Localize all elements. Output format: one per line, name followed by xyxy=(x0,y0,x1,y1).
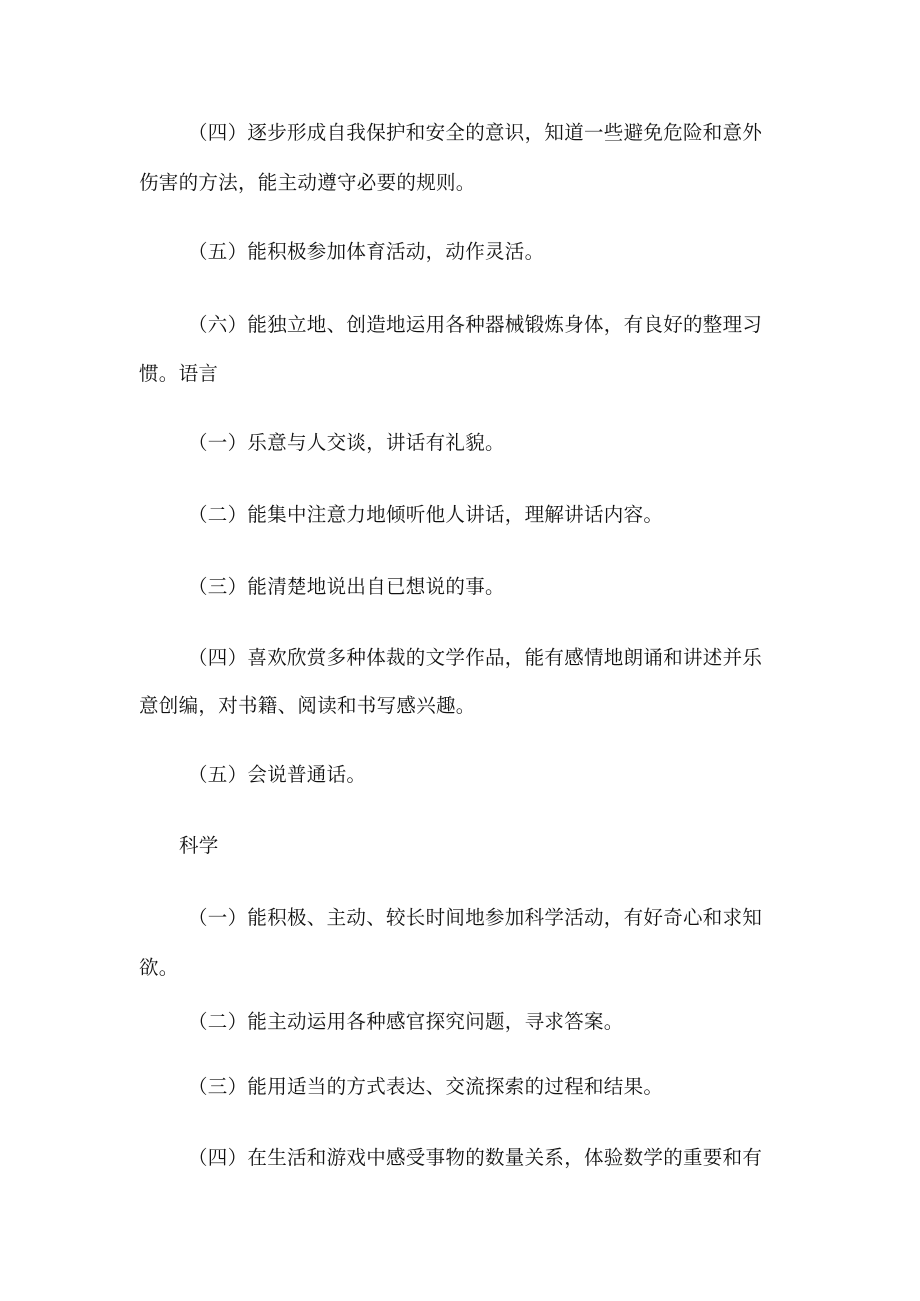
paragraph-line: 惯。语言 xyxy=(139,362,219,385)
section-heading: 科学 xyxy=(179,834,219,857)
paragraph-line: （六）能独立地、创造地运用各种器械锻炼身体，有良好的整理习 xyxy=(188,313,763,336)
paragraph-line: （三）能清楚地说出自已想说的事。 xyxy=(188,575,505,598)
paragraph-line: （二）能集中注意力地倾听他人讲话，理解讲话内容。 xyxy=(188,503,664,526)
paragraph-line: （四）在生活和游戏中感受事物的数量关系，体验数学的重要和有 xyxy=(188,1146,763,1169)
paragraph-line: 伤害的方法，能主动遵守必要的规则。 xyxy=(139,171,476,194)
paragraph-line: （二）能主动运用各种感官探究问题，寻求答案。 xyxy=(188,1010,624,1033)
paragraph-line: （一）能积极、主动、较长时间地参加科学活动，有好奇心和求知 xyxy=(188,906,763,929)
paragraph-line: 意创编，对书籍、阅读和书写感兴趣。 xyxy=(139,694,476,717)
paragraph-line: 欲。 xyxy=(139,956,179,979)
paragraph-line: （四）喜欢欣赏多种体裁的文学作品，能有感情地朗诵和讲述并乐 xyxy=(188,646,763,669)
paragraph-line: （五）能积极参加体育活动，动作灵活。 xyxy=(188,240,545,263)
paragraph-line: （五）会说普通话。 xyxy=(188,763,367,786)
paragraph-line: （四）逐步形成自我保护和安全的意识，知道一些避免危险和意外 xyxy=(188,121,763,144)
paragraph-line: （一）乐意与人交谈，讲话有礼貌。 xyxy=(188,431,505,454)
paragraph-line: （三）能用适当的方式表达、交流探索的过程和结果。 xyxy=(188,1075,664,1098)
